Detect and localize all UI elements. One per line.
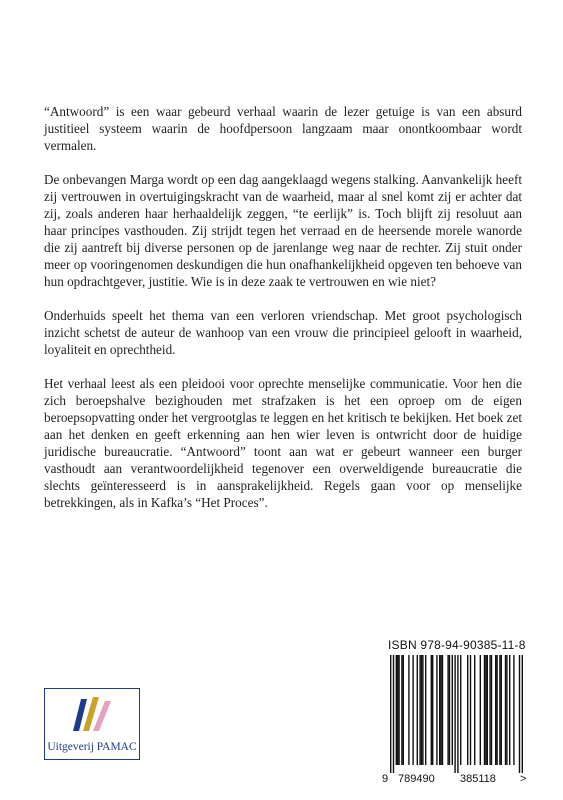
barcode-digit-lead: 9 xyxy=(382,773,389,785)
barcode-bar xyxy=(491,655,492,765)
barcode-bar xyxy=(506,655,507,765)
barcode-bar xyxy=(496,655,497,765)
paragraph-intro: “Antwoord” is een waar gebeurd verhaal waarin de lezer getuige is van een absurd justitieel systeem waarin de hoofdpersoon langzaam maar onontkoombaar wordt vermalen. xyxy=(44,104,522,153)
barcode-bar xyxy=(436,655,437,765)
barcode-bar xyxy=(519,655,520,773)
isbn-label: ISBN 978-94-90385-11-8 xyxy=(388,638,526,652)
barcode-bar xyxy=(442,655,443,765)
barcode-bar xyxy=(499,655,500,765)
barcode-icon xyxy=(380,655,530,775)
barcode-bar xyxy=(457,655,458,773)
barcode-bar xyxy=(419,655,420,765)
barcode-bar xyxy=(447,655,448,765)
barcode-digits xyxy=(380,773,530,787)
barcode-bar xyxy=(460,655,461,765)
barcode-bar xyxy=(431,655,432,765)
barcode-bar xyxy=(396,655,397,765)
barcode-bar xyxy=(495,655,496,765)
barcode-bar xyxy=(480,655,481,765)
barcode-bar xyxy=(393,655,394,773)
barcode-bar xyxy=(474,655,475,765)
barcode-bar xyxy=(522,655,523,773)
barcode-bar xyxy=(417,655,418,765)
paragraph-marga: De onbevangen Marga wordt op een dag aangeklaagd wegens stalking. Aanvankelijk heeft zij vertrouwen in overtuigingskracht van de waarheid, maar al snel komt zij er achter dat zij, zoals anderen haar herhaaldelijk zeggen, “te eerlijk” is. Toch blijft zij resoluut aan haar principes vasthouden. Zij strijdt tegen het verraad en de heersende morele wanorde die zij aantreft bij diverse personen op de jarenlange weg naar de rechter. Zij stuit onder meer op vooringenomen deskundigen die hun onafhankelijkheid opgeven ten behoeve van hun opdrachtgever, justitie. Wie is in deze zaak te vertrouwen en wie niet? xyxy=(44,172,523,289)
barcode-bar xyxy=(454,655,455,773)
barcode-bar xyxy=(425,655,426,765)
barcode-digit-group-right: 385118 xyxy=(460,773,496,785)
barcode-block xyxy=(380,638,530,787)
book-stack-icon xyxy=(67,693,117,735)
barcode-bar xyxy=(513,655,514,765)
barcode-bar xyxy=(449,655,450,765)
barcode-bar xyxy=(452,655,453,765)
publisher-name: Uitgeverij PAMAC xyxy=(47,741,137,753)
barcode-bar xyxy=(408,655,409,765)
barcode-bar xyxy=(422,655,423,765)
barcode-bar xyxy=(432,655,433,765)
barcode-bar xyxy=(485,655,486,765)
barcode-bar xyxy=(397,655,398,765)
barcode-digit-group-left: 789490 xyxy=(398,773,435,785)
paragraph-plea: Het verhaal leest als een pleidooi voor oprechte menselijke communicatie. Voor hen die zich beroepshalve bezighouden met strafzaken is het een oproep om de eigen beroepsopvatting onder het vergrootglas te leggen en het kritisch te bekijken. Het boek zet aan het denken en geeft erkenning aan hen wier leven is ontwricht door de huidige juridische bureaucratie. “Antwoord” toont aan wat er gebeurt wanneer een burger vasthoudt aan verantwoordelijkheid tegenover een overweldigende bureaucratie die slechts geïnteresseerd is in aansprakelijkheid. Regels gaan voor op menselijke betrekkingen, als in Kafka’s “Het Proces”. xyxy=(44,376,522,510)
barcode-bar xyxy=(401,655,402,765)
back-cover-text xyxy=(44,103,522,528)
barcode-bar xyxy=(440,655,441,765)
barcode-bar xyxy=(390,655,391,773)
barcode-bar xyxy=(403,655,404,765)
barcode-digit-arrow: > xyxy=(520,773,527,785)
barcode-bar xyxy=(505,655,506,765)
barcode-bar xyxy=(509,655,510,765)
barcode-bar xyxy=(487,655,488,765)
barcode-bar xyxy=(467,655,468,765)
barcode-bar xyxy=(489,655,490,765)
paragraph-friendship: Onderhuids speelt het thema van een verloren vriendschap. Met groot psychologisch inzicht schetst de auteur de wanhoop van een vrouw die principieel gelooft in waarheid, loyaliteit en oprechtheid. xyxy=(44,308,522,357)
barcode-bar xyxy=(421,655,422,765)
barcode-bar xyxy=(439,655,440,765)
barcode-bar xyxy=(470,655,471,765)
barcode-bar xyxy=(501,655,502,765)
barcode-bar xyxy=(398,655,399,765)
barcode-bar xyxy=(484,655,485,765)
publisher-logo xyxy=(44,688,140,760)
barcode-bar xyxy=(412,655,413,765)
